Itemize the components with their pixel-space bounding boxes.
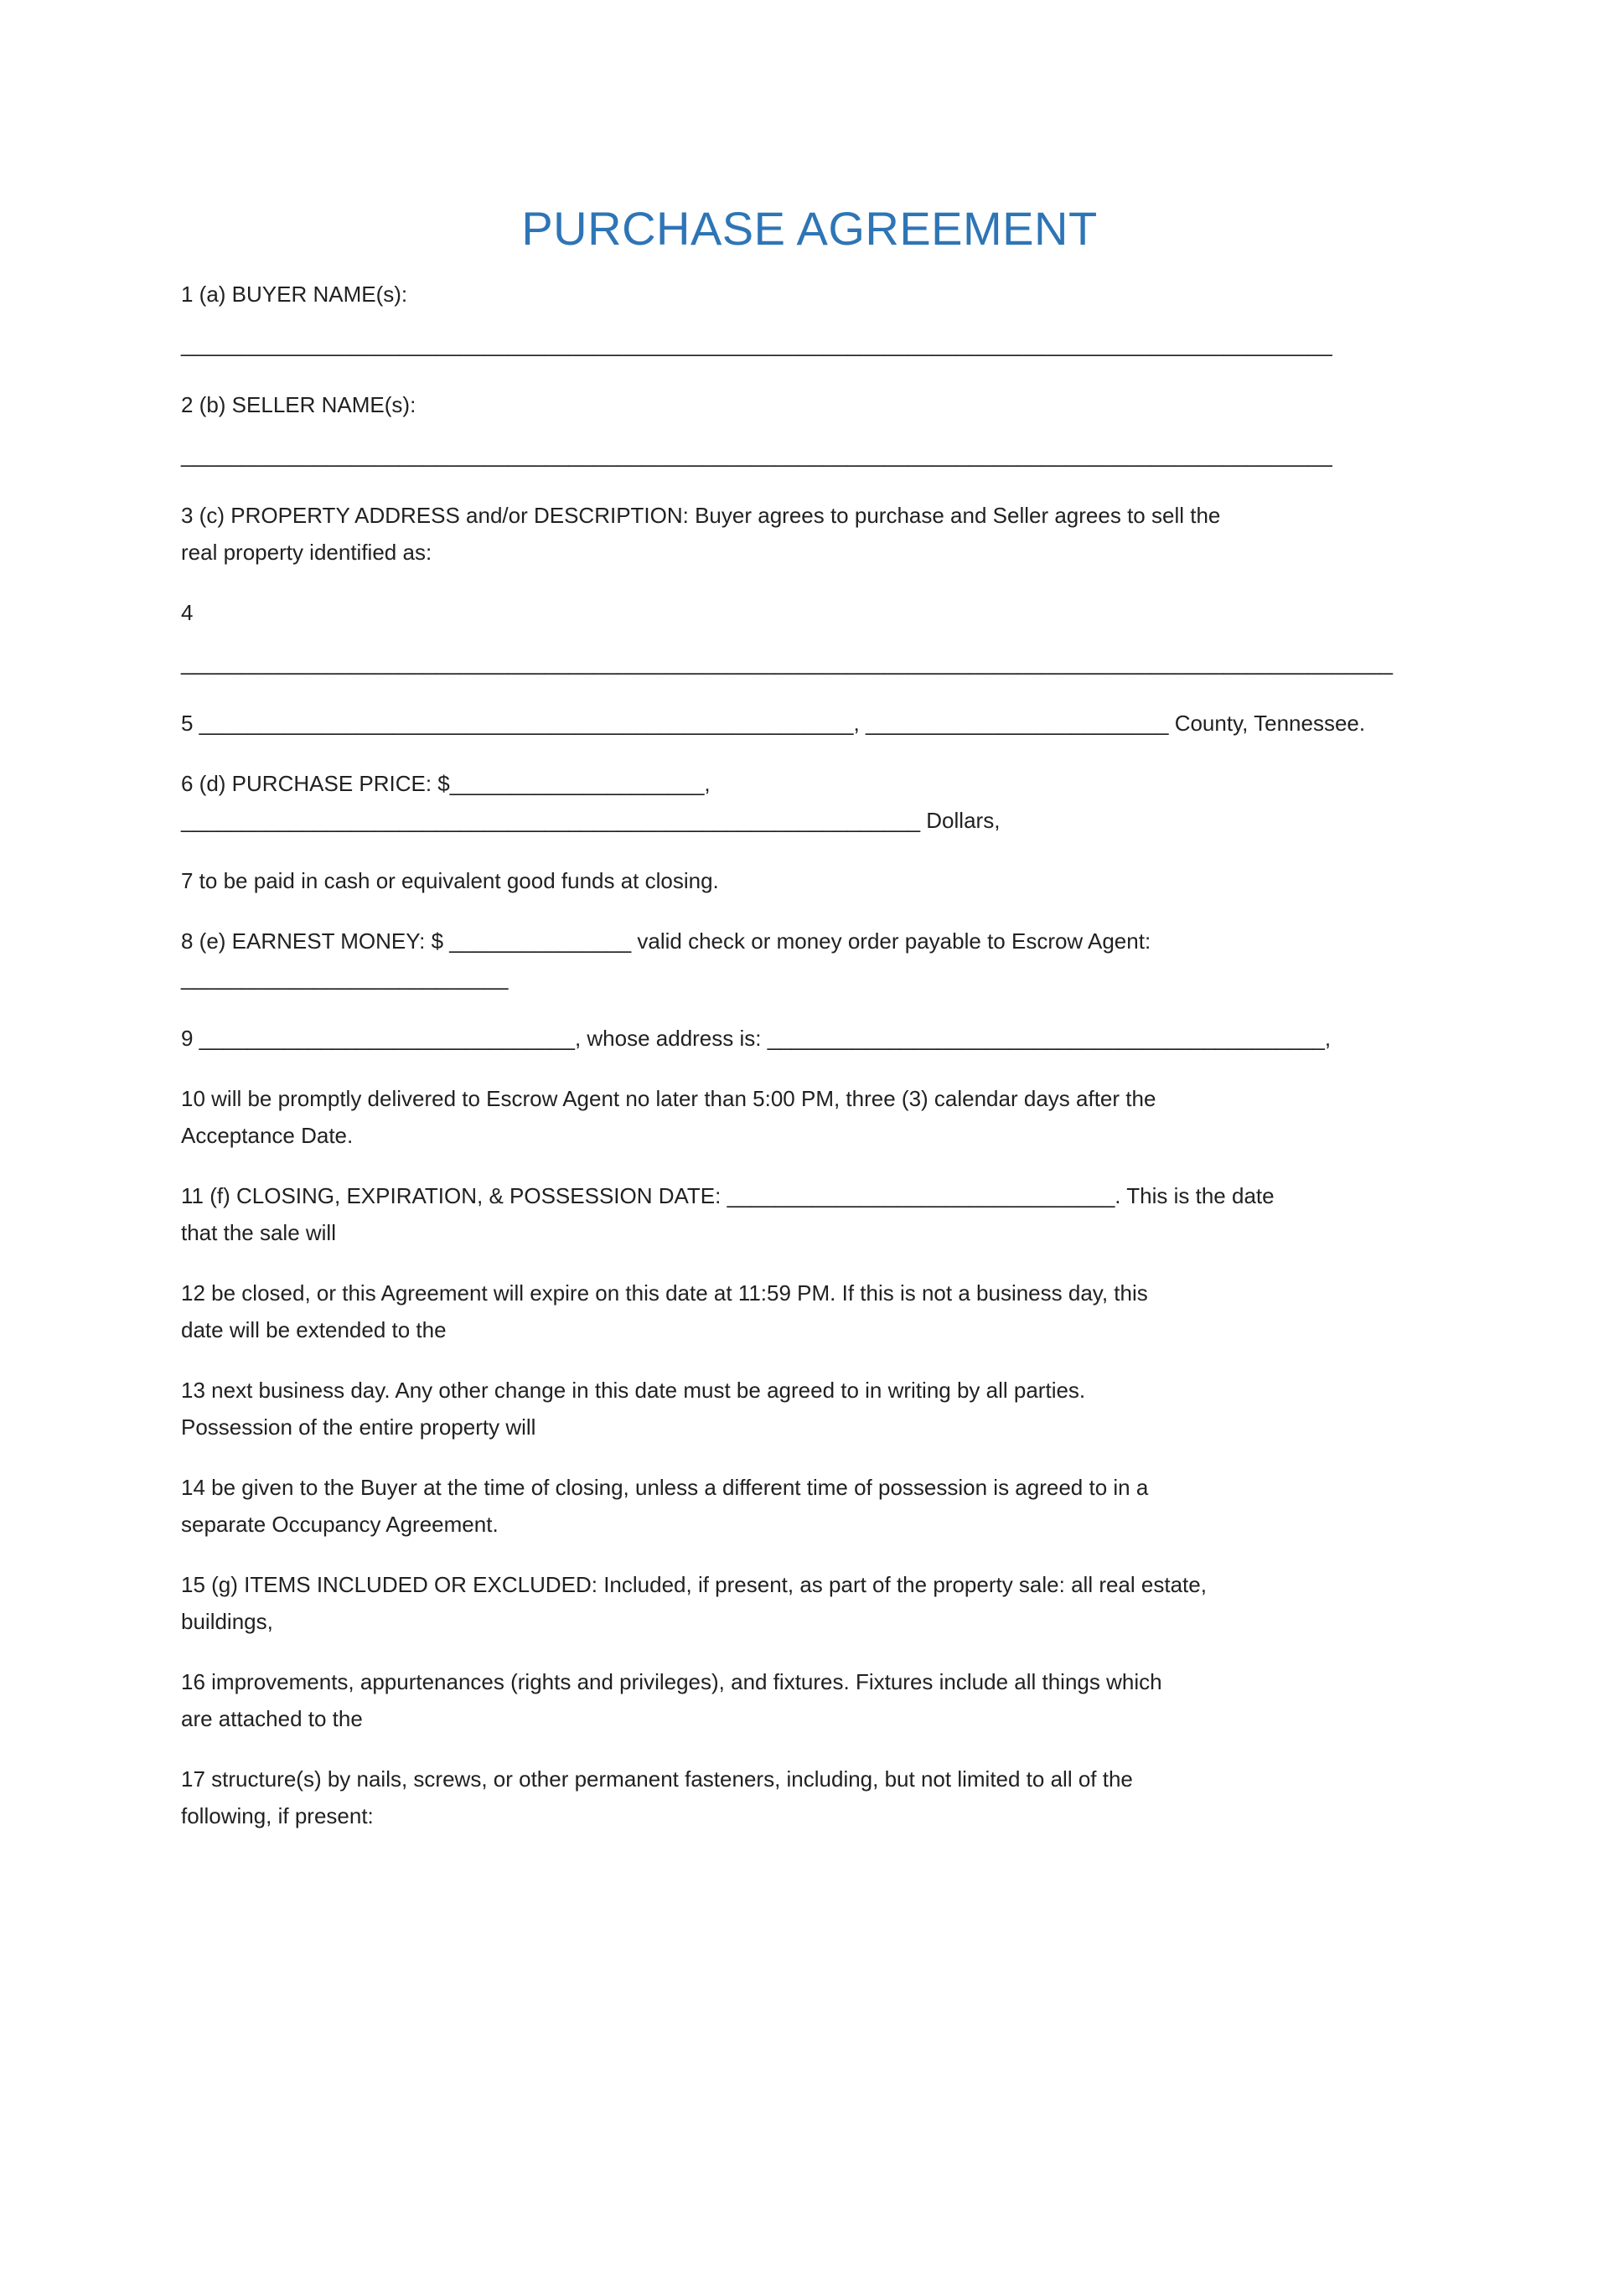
paragraph-seller-name bbox=[181, 386, 1438, 473]
paragraph-property-address bbox=[181, 594, 1438, 681]
closing-date-line-1: 11 (f) CLOSING, EXPIRATION, & POSSESSION DATE: ________________________________. This is the date bbox=[181, 1183, 1275, 1208]
possession-line-1: 14 be given to the Buyer at the time of closing, unless a different time of possession is agreed to in a bbox=[181, 1475, 1149, 1500]
business-day-line-2: Possession of the entire property will bbox=[181, 1414, 536, 1440]
purchase-price-line: 6 (d) PURCHASE PRICE: $_____________________, bbox=[181, 771, 711, 796]
closing-date-line-2: that the sale will bbox=[181, 1220, 336, 1245]
paragraph-items-included bbox=[181, 1566, 1438, 1640]
escrow-agent-address-line: 9 _______________________________, whose address is: ______________________________________________, bbox=[181, 1026, 1332, 1051]
paragraph-possession bbox=[181, 1469, 1438, 1543]
paragraph-earnest-money bbox=[181, 923, 1438, 996]
property-address-blank[interactable]: ____________________________________________________________________________________________________ bbox=[181, 650, 1393, 675]
paragraph-fasteners bbox=[181, 1761, 1438, 1834]
payment-terms-line: 7 to be paid in cash or equivalent good funds at closing. bbox=[181, 868, 719, 893]
seller-name-blank[interactable]: _______________________________________________________________________________________________ bbox=[181, 442, 1332, 468]
fasteners-line-1: 17 structure(s) by nails, screws, or other permanent fasteners, including, but not limited to all of the bbox=[181, 1766, 1133, 1792]
earnest-money-blank[interactable]: ___________________________ bbox=[181, 965, 509, 990]
improvements-line-2: are attached to the bbox=[181, 1706, 363, 1731]
buyer-name-blank[interactable]: _______________________________________________________________________________________________ bbox=[181, 332, 1332, 357]
county-tennessee-line: 5 ______________________________________________________, _________________________ County, Tennessee. bbox=[181, 711, 1366, 736]
expiration-line-2: date will be extended to the bbox=[181, 1317, 447, 1342]
purchase-price-dollars-line: _____________________________________________________________ Dollars, bbox=[181, 808, 1001, 833]
items-included-line-2: buildings, bbox=[181, 1609, 273, 1634]
paragraph-closing-date bbox=[181, 1177, 1438, 1251]
paragraph-payment-terms bbox=[181, 862, 1438, 899]
expiration-line-1: 12 be closed, or this Agreement will expire on this date at 11:59 PM. If this is not a business day, this bbox=[181, 1280, 1148, 1306]
paragraph-property-description bbox=[181, 497, 1438, 571]
paragraph-buyer-name bbox=[181, 276, 1438, 363]
paragraph-purchase-price bbox=[181, 765, 1438, 839]
fasteners-line-2: following, if present: bbox=[181, 1803, 374, 1828]
earnest-money-line: 8 (e) EARNEST MONEY: $ _______________ valid check or money order payable to Escrow Agent: bbox=[181, 928, 1151, 954]
improvements-line-1: 16 improvements, appurtenances (rights and privileges), and fixtures. Fixtures include all things which bbox=[181, 1669, 1162, 1694]
document-title: PURCHASE AGREEMENT bbox=[521, 202, 1098, 255]
items-included-line-1: 15 (g) ITEMS INCLUDED OR EXCLUDED: Included, if present, as part of the property sale: all real estate, bbox=[181, 1572, 1207, 1597]
paragraph-expiration bbox=[181, 1275, 1438, 1348]
paragraph-escrow-agent bbox=[181, 1020, 1438, 1057]
buyer-name-label: 1 (a) BUYER NAME(s): bbox=[181, 282, 408, 307]
seller-name-label: 2 (b) SELLER NAME(s): bbox=[181, 392, 416, 417]
document-page bbox=[0, 201, 1619, 2296]
paragraph-improvements bbox=[181, 1663, 1438, 1737]
property-description-line-2: real property identified as: bbox=[181, 540, 432, 565]
property-description-line-1: 3 (c) PROPERTY ADDRESS and/or DESCRIPTION: Buyer agrees to purchase and Seller agrees to sell the bbox=[181, 503, 1221, 528]
delivery-terms-line-1: 10 will be promptly delivered to Escrow Agent no later than 5:00 PM, three (3) calendar days after the bbox=[181, 1086, 1156, 1111]
paragraph-delivery-terms bbox=[181, 1080, 1438, 1154]
paragraph-county bbox=[181, 705, 1438, 742]
possession-line-2: separate Occupancy Agreement. bbox=[181, 1512, 499, 1537]
paragraph-business-day bbox=[181, 1372, 1438, 1445]
delivery-terms-line-2: Acceptance Date. bbox=[181, 1123, 354, 1148]
line-number-4: 4 bbox=[181, 600, 194, 625]
business-day-line-1: 13 next business day. Any other change in this date must be agreed to in writing by all parties. bbox=[181, 1378, 1086, 1403]
